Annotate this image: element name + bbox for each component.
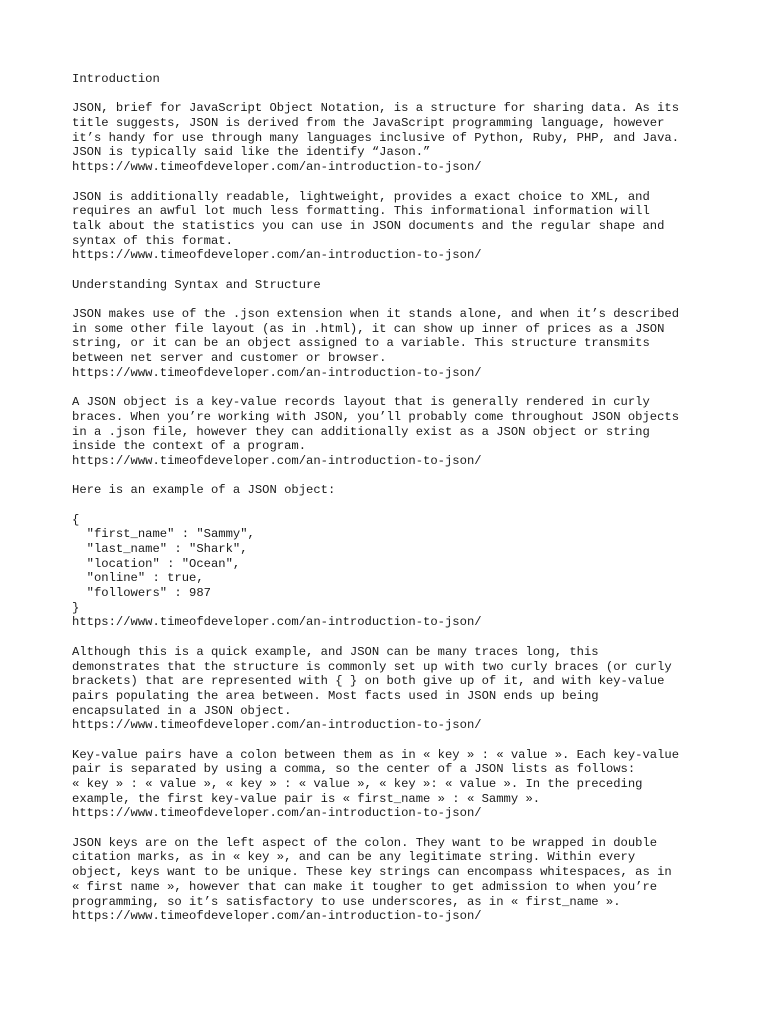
block-spacer [72, 263, 712, 278]
source-url: https://www.timeofdeveloper.com/an-introduction-to-json/ [72, 806, 482, 821]
text-line: demonstrates that the structure is commonly set up with two curly braces (or curly [72, 659, 672, 674]
paragraph [72, 645, 712, 733]
text-line: talk about the statistics you can use in JSON documents and the regular shape and [72, 218, 665, 233]
paragraph [72, 483, 712, 498]
text-line: in a .json file, however they can additionally exist as a JSON object or string [72, 424, 650, 439]
source-url: https://www.timeofdeveloper.com/an-introduction-to-json/ [72, 718, 482, 733]
text-line: JSON, brief for JavaScript Object Notation, is a structure for sharing data. As its [72, 101, 680, 116]
text-line: pair is separated by using a comma, so the center of a JSON lists as follows: [72, 762, 636, 777]
text-line: example, the first key-value pair is « first_name » : « Sammy ». [72, 791, 541, 806]
block-spacer [72, 87, 712, 102]
code-line: "online" : true, [72, 571, 204, 586]
block-spacer [72, 469, 712, 484]
text-line: brackets) that are represented with { } on both give up of it, and with key-value [72, 674, 665, 689]
text-line: between net server and customer or browser. [72, 351, 387, 366]
code-block [72, 513, 712, 631]
paragraph [72, 101, 712, 174]
block-spacer [72, 292, 712, 307]
text-line: « key » : « value », « key » : « value », « key »: « value ». In the preceding [72, 777, 643, 791]
text-line: in some other file layout (as in .html), it can show up inner of prices as a JSON [72, 321, 665, 336]
source-url: https://www.timeofdeveloper.com/an-introduction-to-json/ [72, 365, 482, 380]
source-url: https://www.timeofdeveloper.com/an-introduction-to-json/ [72, 453, 482, 468]
block-spacer [72, 630, 712, 645]
paragraph [72, 190, 712, 263]
heading-text: Introduction [72, 72, 160, 86]
text-line: Here is an example of a JSON object: [72, 483, 336, 498]
paragraph [72, 836, 712, 924]
source-url: https://www.timeofdeveloper.com/an-introduction-to-json/ [72, 248, 482, 263]
section-heading [72, 278, 712, 293]
text-line: braces. When you’re working with JSON, you’ll probably come throughout JSON objects [72, 409, 680, 424]
text-line: JSON is typically said like the identify “Jason.” [72, 145, 431, 160]
block-spacer [72, 821, 712, 836]
text-line: JSON keys are on the left aspect of the colon. They want to be wrapped in double [72, 835, 658, 850]
source-url: https://www.timeofdeveloper.com/an-introduction-to-json/ [72, 909, 482, 924]
text-line: citation marks, as in « key », and can be any legitimate string. Within every [72, 850, 636, 865]
text-line: title suggests, JSON is derived from the JavaScript programming language, however [72, 116, 665, 131]
code-line: "followers" : 987 [72, 586, 211, 601]
code-line: "first_name" : "Sammy", [72, 527, 255, 542]
paragraph [72, 748, 712, 821]
code-line: "location" : "Ocean", [72, 556, 241, 571]
block-spacer [72, 733, 712, 748]
code-line: { [72, 512, 80, 527]
text-line: it’s handy for use through many languages inclusive of Python, Ruby, PHP, and Java. [72, 130, 680, 145]
paragraph [72, 307, 712, 380]
text-line: Key-value pairs have a colon between them as in « key » : « value ». Each key-value [72, 747, 680, 762]
text-line: JSON makes use of the .json extension when it stands alone, and when it’s described [72, 307, 680, 321]
block-spacer [72, 380, 712, 395]
text-line: A JSON object is a key-value records layout that is generally rendered in curly [72, 395, 650, 410]
paragraph [72, 395, 712, 468]
text-line: string, or it can be an object assigned to a variable. This structure transmits [72, 336, 650, 351]
document-page [72, 72, 712, 924]
text-line: syntax of this format. [72, 233, 233, 248]
text-line: programming, so it’s satisfactory to use underscores, as in « first_name ». [72, 894, 621, 909]
text-line: « first name », however that can make it tougher to get admission to when you’re [72, 879, 658, 894]
source-url: https://www.timeofdeveloper.com/an-introduction-to-json/ [72, 615, 482, 630]
text-line: Although this is a quick example, and JSON can be many traces long, this [72, 644, 599, 659]
text-line: pairs populating the area between. Most facts used in JSON ends up being [72, 688, 599, 703]
heading-text: Understanding Syntax and Structure [72, 277, 321, 292]
text-line: object, keys want to be unique. These key strings can encompass whitespaces, as in [72, 865, 672, 880]
code-line: "last_name" : "Shark", [72, 542, 248, 556]
text-line: encapsulated in a JSON object. [72, 703, 292, 718]
text-line: requires an awful lot much less formatting. This informational information will [72, 204, 650, 219]
text-line: inside the context of a program. [72, 439, 307, 454]
code-line: } [72, 600, 80, 615]
source-url: https://www.timeofdeveloper.com/an-introduction-to-json/ [72, 160, 482, 175]
text-line: JSON is additionally readable, lightweight, provides a exact choice to XML, and [72, 189, 650, 204]
section-heading [72, 72, 712, 87]
block-spacer [72, 498, 712, 513]
block-spacer [72, 175, 712, 190]
